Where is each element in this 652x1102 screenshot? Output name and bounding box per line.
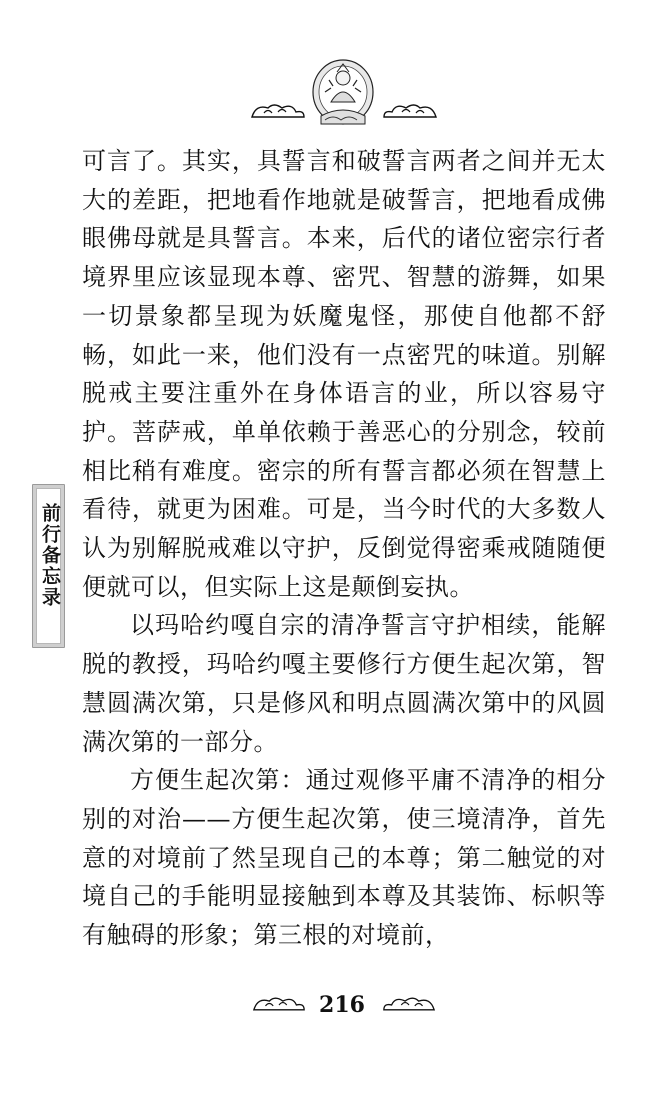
paragraph: 可言了。其实，具誓言和破誓言两者之间并无太大的差距，把地看作地就是破誓言，把地看成佛眼佛母就是具誓言。本来，后代的诸位密宗行者境界里应该显现本尊、密咒、智慧的游舞，如果一切景象都呈现为妖魔鬼怪，那使自他都不舒畅，如此一来，他们没有一点密咒的味道。别解脱戒主要注重外在身体语言的业，所以容易守护。菩萨戒，单单依赖于善恶心的分别念，较前相比稍有难度。密宗的所有誓言都必须在智慧上看待，就更为困难。可是，当今时代的大多数人认为别解脱戒难以守护，反倒觉得密乘戒随随便便就可以，但实际上这是颠倒妄执。 bbox=[82, 147, 606, 601]
paragraph: 方便生起次第：通过观修平庸不清净的相分别的对治——方便生起次第，使三境清净，首先意的对境前了然呈现自己的本尊；第二触觉的对境自己的手能明显接触到本尊及其装饰、标帜等有触碍的形象；第三根的对境前， bbox=[82, 766, 606, 950]
cloud-ornament-icon bbox=[380, 100, 440, 122]
cloud-ornament-icon bbox=[380, 993, 438, 1015]
cloud-ornament-icon bbox=[248, 100, 308, 122]
side-tab-label: 前行备忘录 bbox=[39, 503, 61, 608]
side-tab bbox=[32, 484, 65, 648]
body-text bbox=[82, 142, 606, 955]
paragraph: 以玛哈约嘎自宗的清净誓言守护相续，能解脱的教授，玛哈约嘎主要修行方便生起次第，智慧圆满次第，只是修风和明点圆满次第中的风圆满次第的一部分。 bbox=[82, 611, 606, 756]
deity-icon bbox=[307, 58, 379, 130]
cloud-ornament-icon bbox=[250, 993, 308, 1015]
page-number: 216 bbox=[316, 992, 368, 1018]
